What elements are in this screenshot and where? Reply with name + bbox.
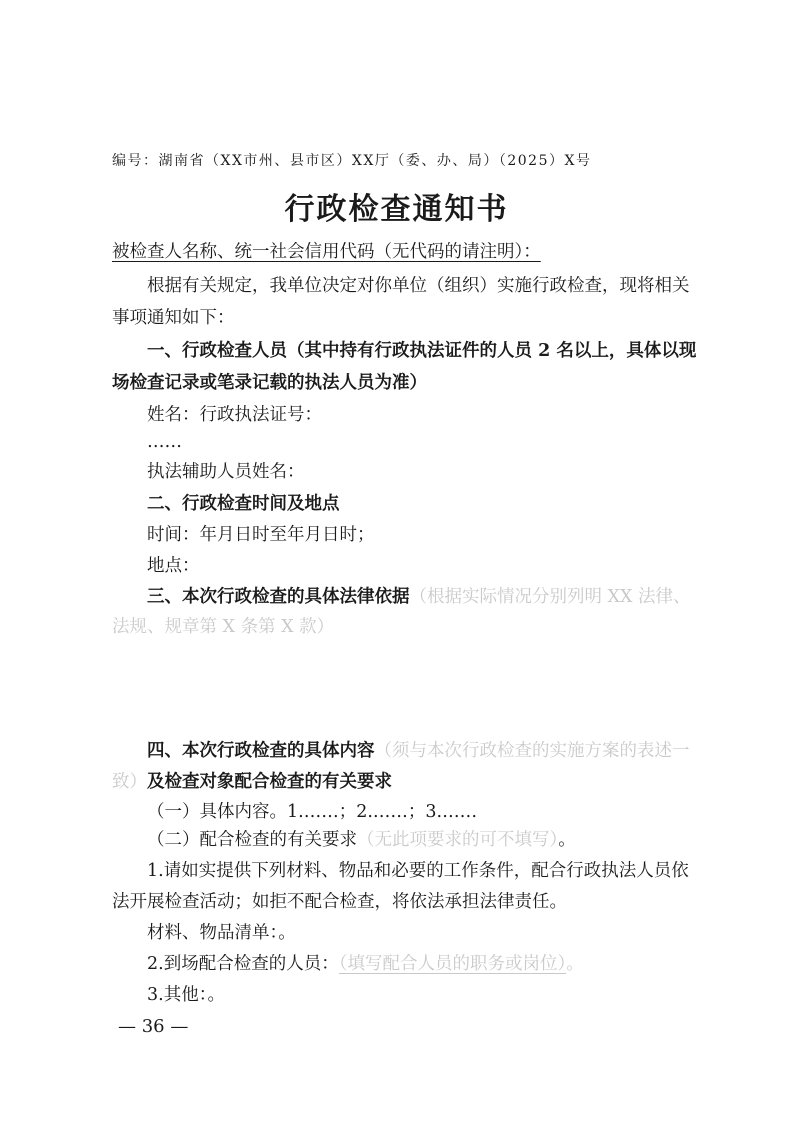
time-field: 时间：年月日时至年月日时； xyxy=(147,525,375,545)
requirement-1-cont: 法开展检查活动；如拒不配合检查，将依法承担法律责任。 xyxy=(112,892,567,912)
name-cert-field: 姓名：行政执法证号： xyxy=(147,405,322,425)
section-1-heading: 一、行政检查人员（其中持有行政执法证件的人员 2 名以上，具体以现 xyxy=(147,341,697,361)
place-field: 地点： xyxy=(147,556,200,576)
requirement-3: 3.其他：。 xyxy=(147,985,225,1005)
requirement-1: 1.请如实提供下列材料、物品和必要的工作条件，配合行政执法人员依 xyxy=(147,861,689,881)
section-3-heading xyxy=(147,583,691,608)
section-4-heading-cont xyxy=(112,768,392,793)
requirement-2-label: 2.到场配合检查的人员： xyxy=(147,954,339,974)
intro-line-1: 根据有关规定，我单位决定对你单位（组织）实施行政检查，现将相关 xyxy=(147,276,690,296)
section-3-title: 三、本次行政检查的具体法律依据 xyxy=(147,587,410,607)
section-3-hint: （根据实际情况分别列明 XX 法律、 xyxy=(409,587,691,607)
sub-item-2-label: （二）配合检查的有关要求 xyxy=(147,830,357,850)
section-1-heading-cont: 场检查记录或笔录记载的执法人员为准） xyxy=(112,373,427,393)
intro-line-2: 事项通知如下： xyxy=(112,308,235,328)
page-title: 行政检查通知书 xyxy=(284,192,509,227)
section-4-title-cont: 及检查对象配合检查的有关要求 xyxy=(147,772,392,792)
section-4-hint: （须与本次行政检查的实施方案的表述一 xyxy=(374,741,690,761)
page-number: — 36 — xyxy=(118,1016,189,1037)
section-2-heading: 二、行政检查时间及地点 xyxy=(147,494,340,514)
sub-item-1: （一）具体内容。1.……；2.……；3.…… xyxy=(147,802,478,822)
sub-item-2 xyxy=(147,826,576,851)
inspected-party-label: 被检查人名称、统一社会信用代码（无代码的请注明）： xyxy=(112,242,541,262)
assistant-name-field: 执法辅助人员姓名： xyxy=(147,462,305,482)
section-4-hint-cont: 致） xyxy=(112,772,147,792)
ellipsis-line: …… xyxy=(147,432,182,452)
section-4-heading xyxy=(147,737,690,762)
sub-item-2-hint: （无此项要求的可不填写） xyxy=(357,830,559,850)
sub-item-2-end: 。 xyxy=(558,830,576,850)
requirement-2-hint: （填写配合人员的职务或岗位） xyxy=(338,954,567,974)
requirement-2 xyxy=(147,950,584,975)
section-3-hint-cont: 法规、规章第 X 条第 X 款） xyxy=(112,617,335,637)
requirement-2-end: 。 xyxy=(566,954,584,974)
document-number: 编号：湖南省（XX市州、县市区）XX厅（委、办、局）（2025）X号 xyxy=(112,153,592,169)
materials-list: 材料、物品清单：。 xyxy=(147,923,296,943)
section-4-title: 四、本次行政检查的具体内容 xyxy=(147,741,375,761)
